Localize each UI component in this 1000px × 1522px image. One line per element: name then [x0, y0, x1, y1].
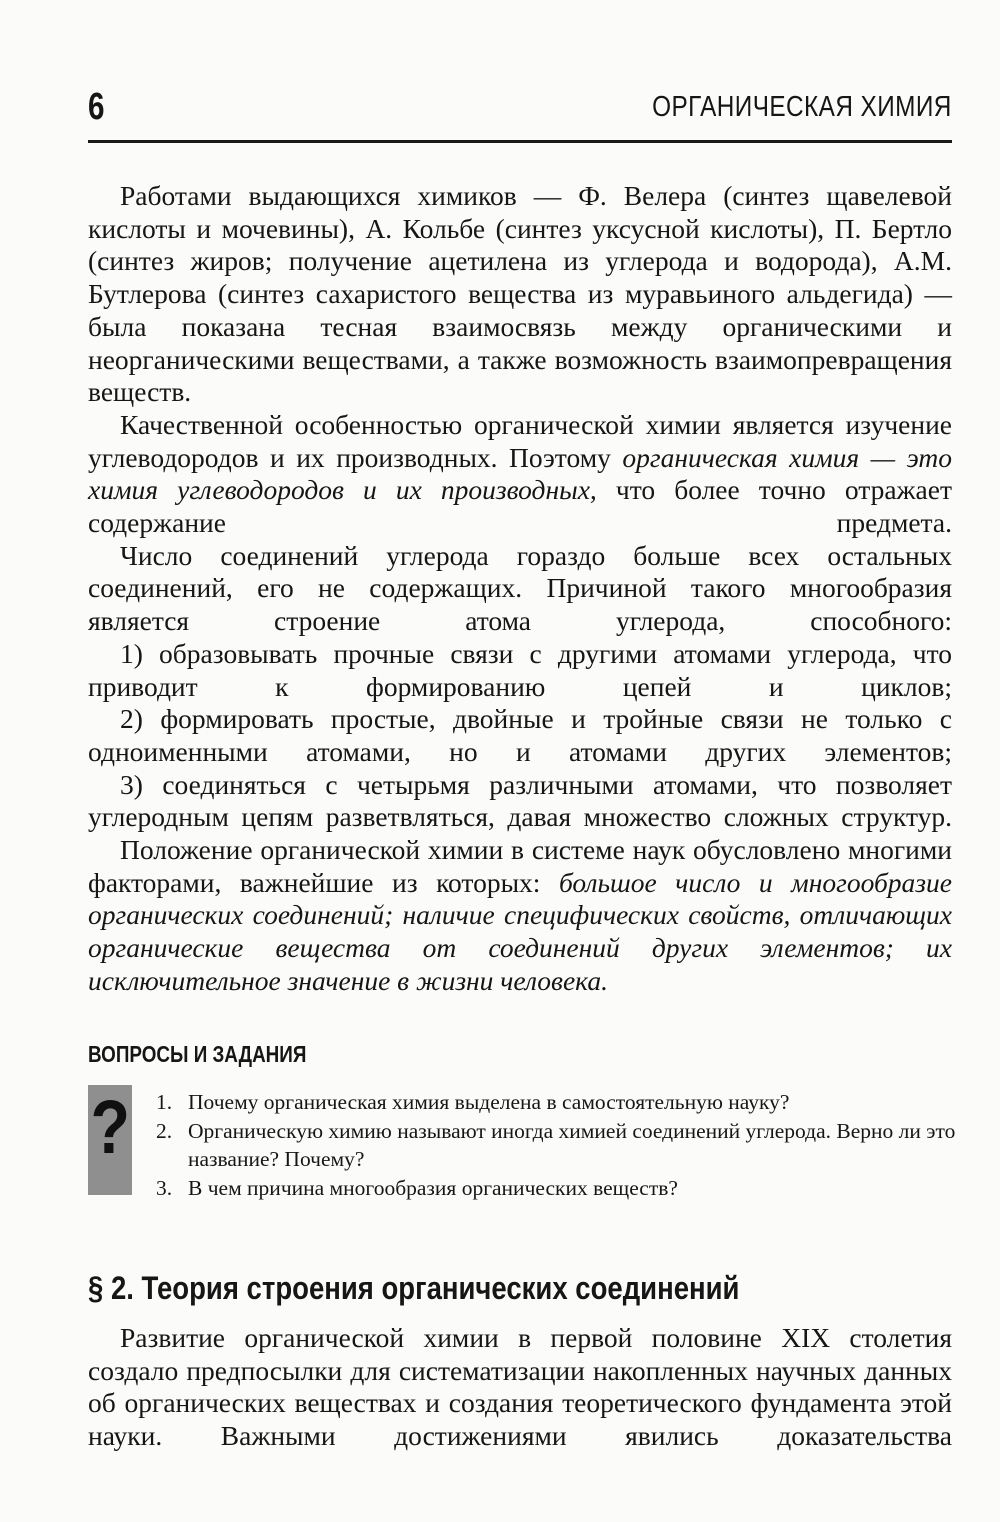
question-mark-glyph: ?	[90, 1085, 130, 1170]
paragraph-position-in-sciences	[88, 834, 952, 998]
question-mark-icon	[88, 1085, 132, 1195]
section-title: § 2. Теория строения органических соединений	[88, 1270, 740, 1306]
questions-heading: ВОПРОСЫ И ЗАДАНИЯ	[88, 1041, 307, 1067]
question-text: В чем причина многообразия органических веществ?	[188, 1175, 678, 1200]
running-title: ОРГАНИЧЕСКАЯ ХИМИЯ	[652, 91, 952, 123]
question-text: Почему органическая химия выделена в самостоятельную науку?	[188, 1090, 790, 1114]
paragraph-carbon-compounds: Число соединений углерода гораздо больше всех остальных соединений, его не содержащих. Причиной такого многообразия является строение атома углерода, способного:	[88, 539, 952, 637]
list-item-bonds: 2) формировать простые, двойные и тройные связи не только с одноименными атомами, но и атомами других элементов;	[88, 703, 952, 767]
position-emphasis: большое число и многообразие органических соединений; наличие специфических свойств, отличающих органические вещества от соединений других элементов; их исключительное значение в жизни человека.	[88, 866, 952, 996]
paragraph-synthesis-history: Работами выдающихся химиков — Ф. Велера (синтез щавелевой кислоты и мочевины), А. Кольбе (синтез уксусной кислоты), П. Бертло (синтез жиров; получение ацетилена из углерода и водорода), А.М. Бутлерова (синтез сахаристого вещества из муравьиного альдегида) — была показана тесная взаимосвязь между органическими и неорганическими веществами, а также возможность взаимопревращения веществ.	[88, 180, 952, 408]
definition-text-before: Качественной особенностью органической химии является изучение углеводородов и их производных. Поэтому	[88, 408, 952, 473]
paragraph-theory-intro: Развитие органической химии в первой половине XIX столетия создало предпосылки для систематизации накопленных научных данных об органических веществах и создания теоретического фундамента этой науки. Важными достижениями явились доказательства	[88, 1322, 952, 1452]
question-text: Органическую химию называют иногда химией соединений углерода. Верно ли это название? Почему?	[188, 1118, 956, 1171]
question-item	[156, 1117, 956, 1174]
definition-text-after: что более точно отражает содержание предмета.	[88, 474, 952, 539]
questions-list	[156, 1088, 956, 1202]
paragraph-definition	[88, 409, 952, 540]
question-number: 1.	[156, 1090, 173, 1114]
list-item-branching: 3) соединяться с четырьмя различными атомами, что позволяет углеродным цепям разветвляться, давая множество сложных структур.	[88, 768, 952, 833]
definition-emphasis: органическая химия — это химия углеводородов и их производных,	[88, 441, 952, 506]
section-body	[88, 1322, 952, 1453]
question-number: 3.	[156, 1175, 173, 1200]
list-item-chains: 1) образовывать прочные связи с другими атомами углерода, что приводит к формированию цепей и циклов;	[88, 637, 952, 702]
page-header	[88, 84, 952, 143]
main-text	[88, 180, 952, 998]
question-item	[156, 1088, 956, 1117]
question-item	[156, 1174, 956, 1203]
page-number: 6	[88, 86, 105, 128]
question-number: 2.	[156, 1118, 173, 1143]
position-text-before: Положение органической химии в системе наук обусловлено многими факторами, важнейшие из которых:	[88, 834, 952, 898]
